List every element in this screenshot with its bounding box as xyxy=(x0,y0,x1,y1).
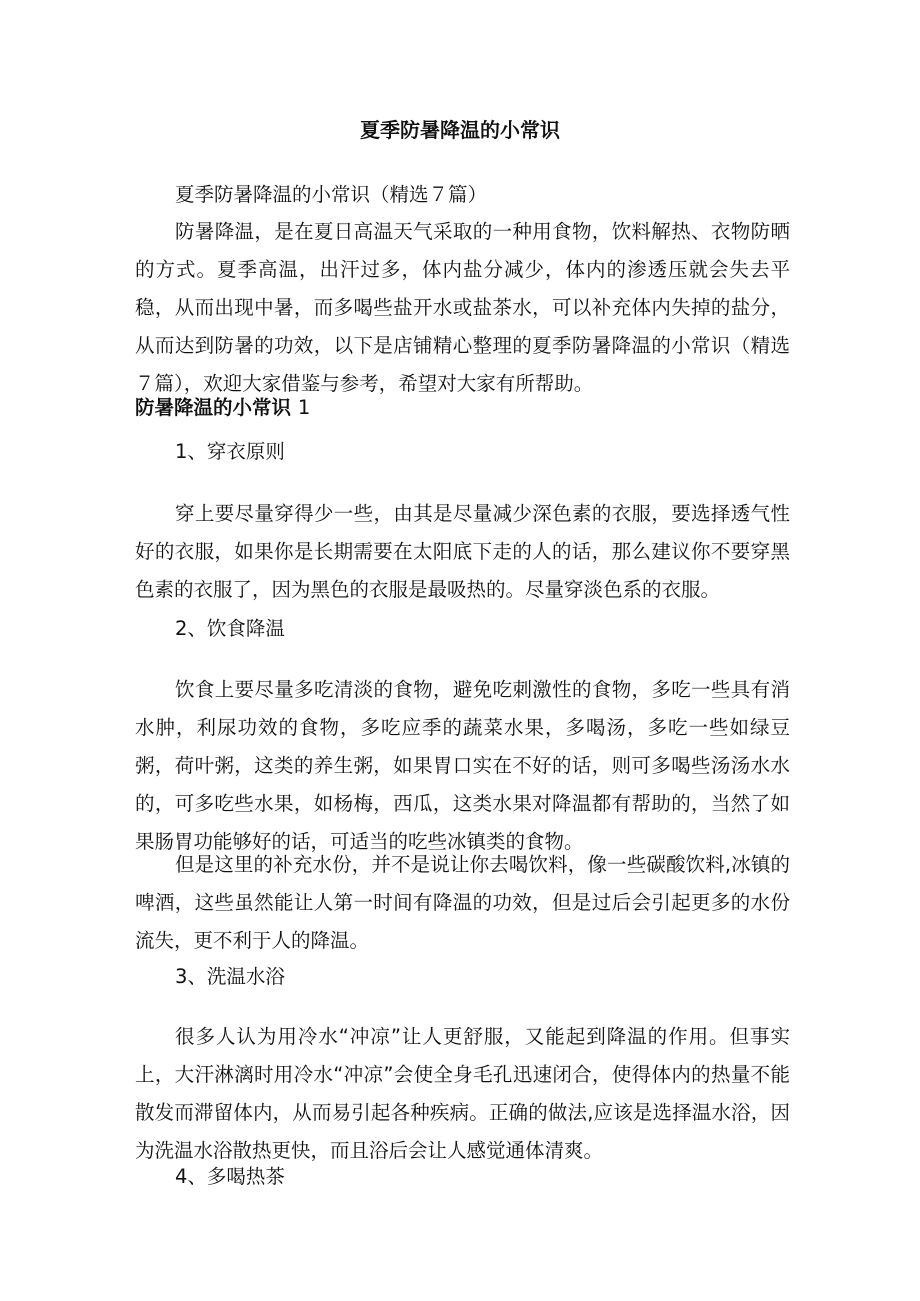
item-label-3: 3、洗温水浴 xyxy=(175,965,285,988)
item-paragraph-2b: 但是这里的补充水份，并不是说让你去喝饮料，像一些碳酸饮料,冰镇的啤酒，这些虽然能让人第一时间有降温的功效，但是过后会引起更多的水份流失，更不利于人的降温。 xyxy=(135,853,790,952)
item-label-1: 1、穿衣原则 xyxy=(175,440,285,463)
item-paragraph-1: 穿上要尽量穿得少一些，由其是尽量减少深色素的衣服，要选择透气性好的衣服，如果你是长期需要在太阳底下走的人的话，那么建议你不要穿黑色素的衣服了，因为黑色的衣服是最吸热的。尽量穿淡色系的衣服。 xyxy=(135,502,790,601)
intro-paragraph: 防暑降温，是在夏日高温天气采取的一种用食物，饮料解热、衣物防晒的方式。夏季高温，出汗过多，体内盐分减少，体内的渗透压就会失去平稳，从而出现中暑，而多喝些盐开水或盐茶水，可以补充体内失掉的盐分，从而达到防暑的功效，以下是店铺精心整理的夏季防暑降温的小常识（精选７篇），欢迎大家借鉴与参考，希望对大家有所帮助。 xyxy=(135,220,790,395)
section-number: 1 xyxy=(297,396,311,419)
item-paragraph-2a: 饮食上要尽量多吃清淡的食物，避免吃刺激性的食物，多吃一些具有消水肿，利尿功效的食物，多吃应季的蔬菜水果，多喝汤，多吃一些如绿豆粥，荷叶粥，这类的养生粥，如果胃口实在不好的话，则可多喝些汤汤水水的，可多吃些水果，如杨梅，西瓜，这类水果对降温都有帮助的，当然了如果肠胃功能够好的话，可适当的吃些冰镇类的食物。 xyxy=(135,678,790,853)
item-label-2: 2、饮食降温 xyxy=(175,617,285,640)
item-paragraph-3: 很多人认为用冷水“冲凉”让人更舒服，又能起到降温的作用。但事实上，大汗淋漓时用冷水“冲凉”会使全身毛孔迅速闭合，使得体内的热量不能散发而滞留体内，从而易引起各种疾病。正确的做法,应该是选择温水浴，因为洗温水浴散热更快，而且浴后会让人感觉通体清爽。 xyxy=(135,1025,790,1162)
subtitle: 夏季防暑降温的小常识（精选７篇） xyxy=(175,183,488,206)
section-heading-text: 防暑降温的小常识 xyxy=(135,396,292,419)
item-label-4: 4、多喝热茶 xyxy=(175,1165,285,1188)
document-title: 夏季防暑降温的小常识 xyxy=(360,118,560,142)
section-heading xyxy=(135,396,310,420)
